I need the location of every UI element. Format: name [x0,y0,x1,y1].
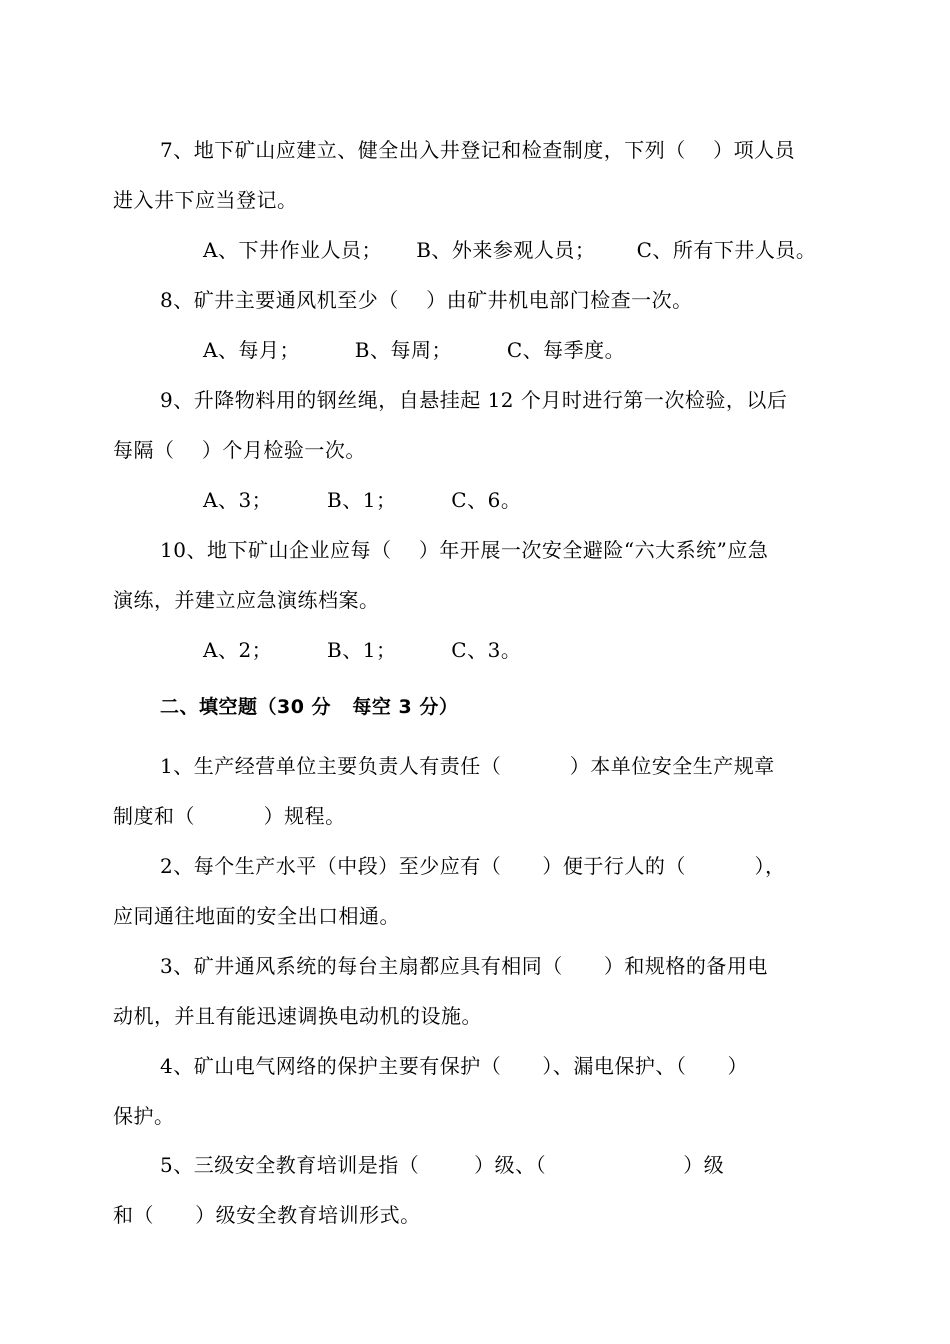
fill-5-line-2: 和（ ）级安全教育培训形式。 [113,1203,421,1227]
question-8-options: A、每月； B、每周； C、每季度。 [203,338,626,362]
question-9-line-1: 9、升降物料用的钢丝绳，自悬挂起 12 个月时进行第一次检验，以后 [160,388,788,412]
question-10-line-1: 10、地下矿山企业应每（ ）年开展一次安全避险“六大系统”应急 [160,538,769,562]
question-7-options: A、下井作业人员； B、外来参观人员； C、所有下井人员。 [203,238,817,262]
question-10-options: A、2； B、1； C、3。 [203,638,522,662]
question-10-line-2: 演练，并建立应急演练档案。 [113,588,380,612]
fill-1-line-1: 1、生产经营单位主要负责人有责任（ ）本单位安全生产规章 [160,754,775,778]
fill-4-line-1: 4、矿山电气网络的保护主要有保护（ ）、漏电保护、（ ） [160,1054,749,1078]
question-9-options: A、3； B、1； C、6。 [203,488,522,512]
fill-3-line-2: 动机，并且有能迅速调换电动机的设施。 [113,1004,482,1028]
fill-1-line-2: 制度和（ ）规程。 [113,804,346,828]
question-8-line-1: 8、矿井主要通风机至少（ ）由矿井机电部门检查一次。 [160,288,693,312]
question-7-line-2: 进入井下应当登记。 [113,188,298,212]
question-7-line-1: 7、地下矿山应建立、健全出入井登记和检查制度，下列（ ）项人员 [160,138,796,162]
fill-4-line-2: 保护。 [113,1104,175,1128]
fill-5-line-1: 5、三级安全教育培训是指（ ）级、（ ）级 [160,1153,725,1177]
question-9-line-2: 每隔（ ）个月检验一次。 [113,438,366,462]
fill-2-line-2: 应同通往地面的安全出口相通。 [113,904,400,928]
fill-2-line-1: 2、每个生产水平（中段）至少应有（ ）便于行人的（ ）， [160,854,786,878]
section-2-heading: 二、填空题（30 分 每空 3 分） [160,696,459,718]
fill-3-line-1: 3、矿井通风系统的每台主扇都应具有相同（ ）和规格的备用电 [160,954,768,978]
